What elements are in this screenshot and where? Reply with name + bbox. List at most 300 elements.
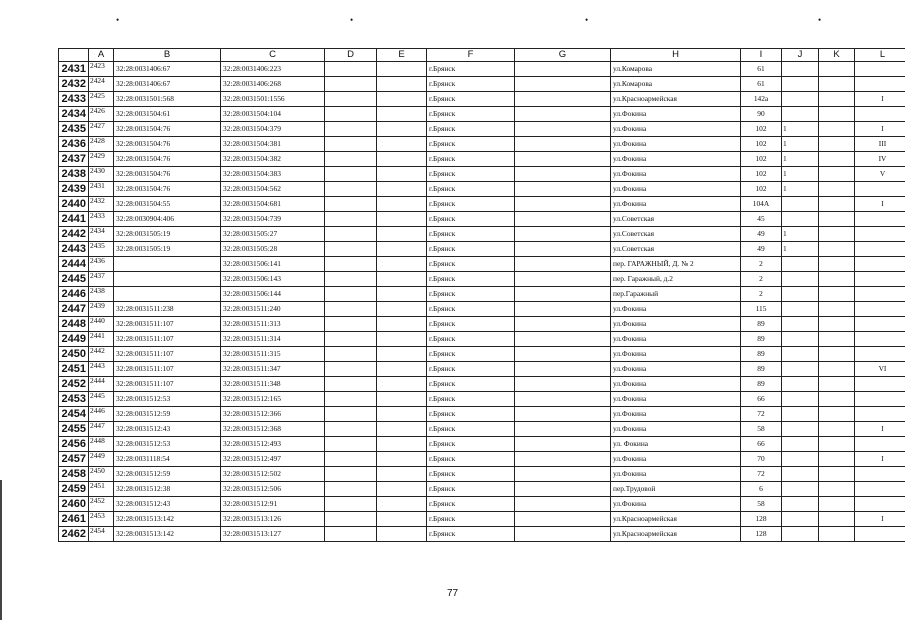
cell-b[interactable]: 32:28:0031511:107: [114, 332, 221, 347]
cell-k[interactable]: [819, 392, 855, 407]
cell-c[interactable]: 32:28:0031511:348: [221, 377, 325, 392]
cell-b[interactable]: 32:28:0031504:76: [114, 182, 221, 197]
cell-d[interactable]: [325, 377, 377, 392]
cell-g[interactable]: [515, 347, 611, 362]
cell-g[interactable]: [515, 317, 611, 332]
column-header[interactable]: B: [114, 49, 221, 62]
cell-k[interactable]: [819, 92, 855, 107]
cell-c[interactable]: 32:28:0031504:383: [221, 167, 325, 182]
cell-k[interactable]: [819, 137, 855, 152]
row-number[interactable]: 2462: [59, 527, 89, 542]
cell-e[interactable]: [377, 362, 427, 377]
cell-c[interactable]: 32:28:0031511:347: [221, 362, 325, 377]
cell-b[interactable]: [114, 257, 221, 272]
cell-c[interactable]: 32:28:0031504:681: [221, 197, 325, 212]
cell-k[interactable]: [819, 107, 855, 122]
cell-k[interactable]: [819, 302, 855, 317]
cell-i[interactable]: 61: [741, 77, 782, 92]
cell-h[interactable]: ул.Фокина: [611, 137, 741, 152]
row-number[interactable]: 2458: [59, 467, 89, 482]
cell-i[interactable]: 102: [741, 182, 782, 197]
cell-k[interactable]: [819, 227, 855, 242]
cell-j[interactable]: [782, 257, 819, 272]
cell-l[interactable]: I: [855, 422, 905, 437]
cell-j[interactable]: [782, 92, 819, 107]
cell-f[interactable]: г.Брянск: [427, 122, 515, 137]
cell-i[interactable]: 58: [741, 497, 782, 512]
cell-h[interactable]: ул.Фокина: [611, 407, 741, 422]
cell-d[interactable]: [325, 287, 377, 302]
cell-d[interactable]: [325, 467, 377, 482]
cell-b[interactable]: 32:28:0031512:59: [114, 467, 221, 482]
cell-f[interactable]: г.Брянск: [427, 77, 515, 92]
cell-i[interactable]: 90: [741, 107, 782, 122]
cell-l[interactable]: [855, 437, 905, 452]
cell-i[interactable]: 2: [741, 272, 782, 287]
column-header[interactable]: K: [819, 49, 855, 62]
cell-g[interactable]: [515, 467, 611, 482]
cell-f[interactable]: г.Брянск: [427, 407, 515, 422]
cell-j[interactable]: [782, 377, 819, 392]
cell-i[interactable]: 102: [741, 122, 782, 137]
cell-h[interactable]: ул.Фокина: [611, 497, 741, 512]
cell-d[interactable]: [325, 122, 377, 137]
row-number[interactable]: 2441: [59, 212, 89, 227]
cell-f[interactable]: г.Брянск: [427, 437, 515, 452]
cell-l[interactable]: IV: [855, 152, 905, 167]
cell-g[interactable]: [515, 497, 611, 512]
cell-i[interactable]: 2: [741, 287, 782, 302]
cell-a[interactable]: 2442: [89, 347, 114, 362]
cell-h[interactable]: ул.Фокина: [611, 347, 741, 362]
cell-k[interactable]: [819, 422, 855, 437]
cell-d[interactable]: [325, 92, 377, 107]
cell-f[interactable]: г.Брянск: [427, 422, 515, 437]
cell-k[interactable]: [819, 437, 855, 452]
cell-e[interactable]: [377, 317, 427, 332]
cell-a[interactable]: 2423: [89, 62, 114, 77]
cell-j[interactable]: [782, 467, 819, 482]
cell-h[interactable]: ул.Красноармейская: [611, 92, 741, 107]
cell-h[interactable]: ул.Советская: [611, 227, 741, 242]
cell-j[interactable]: 1: [782, 182, 819, 197]
cell-j[interactable]: [782, 62, 819, 77]
cell-i[interactable]: 102: [741, 152, 782, 167]
cell-j[interactable]: [782, 392, 819, 407]
cell-l[interactable]: [855, 182, 905, 197]
cell-i[interactable]: 102: [741, 137, 782, 152]
cell-d[interactable]: [325, 317, 377, 332]
cell-h[interactable]: ул.Комарова: [611, 77, 741, 92]
cell-l[interactable]: [855, 317, 905, 332]
cell-d[interactable]: [325, 257, 377, 272]
cell-d[interactable]: [325, 182, 377, 197]
cell-f[interactable]: г.Брянск: [427, 92, 515, 107]
cell-l[interactable]: I: [855, 512, 905, 527]
cell-g[interactable]: [515, 437, 611, 452]
cell-a[interactable]: 2434: [89, 227, 114, 242]
cell-c[interactable]: 32:28:0031511:314: [221, 332, 325, 347]
cell-e[interactable]: [377, 527, 427, 542]
row-number[interactable]: 2451: [59, 362, 89, 377]
cell-j[interactable]: [782, 422, 819, 437]
cell-e[interactable]: [377, 407, 427, 422]
cell-f[interactable]: г.Брянск: [427, 272, 515, 287]
cell-j[interactable]: [782, 77, 819, 92]
cell-g[interactable]: [515, 107, 611, 122]
cell-i[interactable]: 142а: [741, 92, 782, 107]
cell-k[interactable]: [819, 497, 855, 512]
row-number[interactable]: 2439: [59, 182, 89, 197]
cell-j[interactable]: [782, 287, 819, 302]
cell-h[interactable]: ул.Фокина: [611, 392, 741, 407]
cell-l[interactable]: I: [855, 197, 905, 212]
cell-k[interactable]: [819, 452, 855, 467]
row-number[interactable]: 2437: [59, 152, 89, 167]
cell-c[interactable]: 32:28:0031512:502: [221, 467, 325, 482]
cell-b[interactable]: 32:28:0031505:19: [114, 227, 221, 242]
cell-a[interactable]: 2437: [89, 272, 114, 287]
cell-k[interactable]: [819, 122, 855, 137]
cell-h[interactable]: ул. Фокина: [611, 437, 741, 452]
cell-c[interactable]: 32:28:0031512:366: [221, 407, 325, 422]
cell-c[interactable]: 32:28:0031504:379: [221, 122, 325, 137]
row-number[interactable]: 2440: [59, 197, 89, 212]
cell-e[interactable]: [377, 152, 427, 167]
cell-g[interactable]: [515, 92, 611, 107]
cell-l[interactable]: [855, 212, 905, 227]
cell-g[interactable]: [515, 272, 611, 287]
cell-e[interactable]: [377, 512, 427, 527]
cell-c[interactable]: 32:28:0031511:240: [221, 302, 325, 317]
cell-l[interactable]: [855, 227, 905, 242]
cell-l[interactable]: [855, 62, 905, 77]
cell-i[interactable]: 66: [741, 437, 782, 452]
cell-i[interactable]: 128: [741, 512, 782, 527]
cell-c[interactable]: 32:28:0031513:126: [221, 512, 325, 527]
cell-a[interactable]: 2439: [89, 302, 114, 317]
cell-b[interactable]: 32:28:0031512:38: [114, 482, 221, 497]
cell-b[interactable]: 32:28:0031501:568: [114, 92, 221, 107]
column-header[interactable]: H: [611, 49, 741, 62]
cell-c[interactable]: 32:28:0031406:223: [221, 62, 325, 77]
cell-i[interactable]: 89: [741, 377, 782, 392]
row-number[interactable]: 2442: [59, 227, 89, 242]
cell-l[interactable]: III: [855, 137, 905, 152]
cell-a[interactable]: 2448: [89, 437, 114, 452]
cell-e[interactable]: [377, 227, 427, 242]
cell-f[interactable]: г.Брянск: [427, 62, 515, 77]
cell-l[interactable]: [855, 377, 905, 392]
cell-l[interactable]: [855, 482, 905, 497]
cell-k[interactable]: [819, 527, 855, 542]
cell-e[interactable]: [377, 467, 427, 482]
cell-g[interactable]: [515, 527, 611, 542]
cell-l[interactable]: [855, 527, 905, 542]
cell-f[interactable]: г.Брянск: [427, 212, 515, 227]
cell-j[interactable]: [782, 107, 819, 122]
cell-h[interactable]: пер. Гаражный, д.2: [611, 272, 741, 287]
cell-h[interactable]: ул.Фокина: [611, 377, 741, 392]
cell-a[interactable]: 2438: [89, 287, 114, 302]
row-number[interactable]: 2438: [59, 167, 89, 182]
cell-k[interactable]: [819, 152, 855, 167]
row-number[interactable]: 2456: [59, 437, 89, 452]
cell-d[interactable]: [325, 77, 377, 92]
cell-d[interactable]: [325, 452, 377, 467]
cell-i[interactable]: 49: [741, 242, 782, 257]
cell-g[interactable]: [515, 482, 611, 497]
cell-g[interactable]: [515, 302, 611, 317]
cell-b[interactable]: 32:28:0031513:142: [114, 527, 221, 542]
row-number[interactable]: 2454: [59, 407, 89, 422]
row-number[interactable]: 2435: [59, 122, 89, 137]
row-number[interactable]: 2445: [59, 272, 89, 287]
cell-b[interactable]: 32:28:0031504:76: [114, 137, 221, 152]
cell-f[interactable]: г.Брянск: [427, 467, 515, 482]
cell-l[interactable]: [855, 467, 905, 482]
cell-l[interactable]: [855, 407, 905, 422]
cell-b[interactable]: 32:28:0031511:107: [114, 347, 221, 362]
cell-d[interactable]: [325, 437, 377, 452]
cell-d[interactable]: [325, 107, 377, 122]
cell-a[interactable]: 2430: [89, 167, 114, 182]
cell-h[interactable]: ул.Красноармейская: [611, 527, 741, 542]
cell-g[interactable]: [515, 452, 611, 467]
cell-k[interactable]: [819, 77, 855, 92]
cell-i[interactable]: 2: [741, 257, 782, 272]
cell-g[interactable]: [515, 197, 611, 212]
cell-d[interactable]: [325, 227, 377, 242]
cell-i[interactable]: 72: [741, 407, 782, 422]
cell-i[interactable]: 89: [741, 362, 782, 377]
cell-a[interactable]: 2450: [89, 467, 114, 482]
cell-f[interactable]: г.Брянск: [427, 197, 515, 212]
cell-k[interactable]: [819, 167, 855, 182]
cell-g[interactable]: [515, 407, 611, 422]
row-number[interactable]: 2434: [59, 107, 89, 122]
cell-e[interactable]: [377, 452, 427, 467]
cell-c[interactable]: 32:28:0031506:143: [221, 272, 325, 287]
cell-d[interactable]: [325, 152, 377, 167]
cell-g[interactable]: [515, 167, 611, 182]
cell-a[interactable]: 2433: [89, 212, 114, 227]
cell-e[interactable]: [377, 77, 427, 92]
cell-b[interactable]: 32:28:0031505:19: [114, 242, 221, 257]
cell-g[interactable]: [515, 62, 611, 77]
cell-g[interactable]: [515, 227, 611, 242]
cell-j[interactable]: [782, 482, 819, 497]
cell-l[interactable]: [855, 77, 905, 92]
cell-a[interactable]: 2427: [89, 122, 114, 137]
cell-k[interactable]: [819, 287, 855, 302]
cell-j[interactable]: [782, 347, 819, 362]
cell-g[interactable]: [515, 422, 611, 437]
cell-d[interactable]: [325, 422, 377, 437]
cell-f[interactable]: г.Брянск: [427, 452, 515, 467]
cell-a[interactable]: 2443: [89, 362, 114, 377]
cell-d[interactable]: [325, 332, 377, 347]
cell-k[interactable]: [819, 512, 855, 527]
cell-e[interactable]: [377, 257, 427, 272]
cell-b[interactable]: 32:28:0031504:76: [114, 152, 221, 167]
cell-b[interactable]: 32:28:0031504:76: [114, 167, 221, 182]
cell-b[interactable]: 32:28:0031512:53: [114, 392, 221, 407]
cell-d[interactable]: [325, 167, 377, 182]
cell-k[interactable]: [819, 212, 855, 227]
cell-f[interactable]: г.Брянск: [427, 167, 515, 182]
cell-j[interactable]: [782, 302, 819, 317]
cell-a[interactable]: 2425: [89, 92, 114, 107]
cell-k[interactable]: [819, 347, 855, 362]
cell-b[interactable]: 32:28:0031504:55: [114, 197, 221, 212]
cell-k[interactable]: [819, 62, 855, 77]
cell-k[interactable]: [819, 332, 855, 347]
cell-a[interactable]: 2431: [89, 182, 114, 197]
cell-j[interactable]: 1: [782, 122, 819, 137]
row-number[interactable]: 2455: [59, 422, 89, 437]
cell-f[interactable]: г.Брянск: [427, 257, 515, 272]
column-header[interactable]: L: [855, 49, 905, 62]
cell-a[interactable]: 2454: [89, 527, 114, 542]
cell-i[interactable]: 89: [741, 317, 782, 332]
cell-f[interactable]: г.Брянск: [427, 377, 515, 392]
cell-l[interactable]: [855, 242, 905, 257]
cell-h[interactable]: ул.Фокина: [611, 317, 741, 332]
cell-g[interactable]: [515, 332, 611, 347]
row-number[interactable]: 2446: [59, 287, 89, 302]
cell-c[interactable]: 32:28:0031504:104: [221, 107, 325, 122]
cell-b[interactable]: 32:28:0031406:67: [114, 77, 221, 92]
cell-a[interactable]: 2429: [89, 152, 114, 167]
cell-i[interactable]: 72: [741, 467, 782, 482]
cell-d[interactable]: [325, 347, 377, 362]
cell-i[interactable]: 66: [741, 392, 782, 407]
cell-a[interactable]: 2451: [89, 482, 114, 497]
row-number[interactable]: 2461: [59, 512, 89, 527]
cell-l[interactable]: [855, 392, 905, 407]
cell-l[interactable]: V: [855, 167, 905, 182]
cell-d[interactable]: [325, 527, 377, 542]
cell-k[interactable]: [819, 482, 855, 497]
cell-c[interactable]: 32:28:0031504:381: [221, 137, 325, 152]
cell-e[interactable]: [377, 302, 427, 317]
cell-j[interactable]: [782, 497, 819, 512]
cell-d[interactable]: [325, 407, 377, 422]
cell-e[interactable]: [377, 107, 427, 122]
cell-c[interactable]: 32:28:0031501:1556: [221, 92, 325, 107]
cell-h[interactable]: ул.Красноармейская: [611, 512, 741, 527]
cell-a[interactable]: 2452: [89, 497, 114, 512]
cell-l[interactable]: [855, 302, 905, 317]
cell-i[interactable]: 128: [741, 527, 782, 542]
cell-k[interactable]: [819, 272, 855, 287]
cell-k[interactable]: [819, 257, 855, 272]
cell-e[interactable]: [377, 272, 427, 287]
cell-f[interactable]: г.Брянск: [427, 512, 515, 527]
cell-g[interactable]: [515, 377, 611, 392]
cell-g[interactable]: [515, 77, 611, 92]
cell-c[interactable]: 32:28:0031512:165: [221, 392, 325, 407]
cell-b[interactable]: 32:28:0030904:406: [114, 212, 221, 227]
cell-j[interactable]: 1: [782, 137, 819, 152]
cell-i[interactable]: 89: [741, 332, 782, 347]
column-header[interactable]: C: [221, 49, 325, 62]
cell-i[interactable]: 45: [741, 212, 782, 227]
cell-l[interactable]: [855, 497, 905, 512]
cell-j[interactable]: [782, 197, 819, 212]
cell-h[interactable]: ул.Фокина: [611, 332, 741, 347]
cell-a[interactable]: 2447: [89, 422, 114, 437]
cell-l[interactable]: [855, 272, 905, 287]
cell-c[interactable]: 32:28:0031512:497: [221, 452, 325, 467]
cell-h[interactable]: ул.Фокина: [611, 167, 741, 182]
cell-l[interactable]: [855, 257, 905, 272]
cell-j[interactable]: [782, 437, 819, 452]
row-number[interactable]: 2431: [59, 62, 89, 77]
cell-a[interactable]: 2449: [89, 452, 114, 467]
cell-j[interactable]: [782, 362, 819, 377]
cell-e[interactable]: [377, 122, 427, 137]
cell-h[interactable]: пер.Трудовой: [611, 482, 741, 497]
cell-b[interactable]: 32:28:0031511:238: [114, 302, 221, 317]
row-number[interactable]: 2450: [59, 347, 89, 362]
cell-b[interactable]: 32:28:0031504:76: [114, 122, 221, 137]
cell-b[interactable]: 32:28:0031406:67: [114, 62, 221, 77]
cell-d[interactable]: [325, 137, 377, 152]
cell-h[interactable]: ул.Фокина: [611, 362, 741, 377]
cell-l[interactable]: [855, 107, 905, 122]
cell-c[interactable]: 32:28:0031506:141: [221, 257, 325, 272]
cell-a[interactable]: 2445: [89, 392, 114, 407]
cell-e[interactable]: [377, 437, 427, 452]
cell-l[interactable]: I: [855, 122, 905, 137]
cell-g[interactable]: [515, 512, 611, 527]
cell-e[interactable]: [377, 497, 427, 512]
cell-j[interactable]: [782, 527, 819, 542]
column-header[interactable]: A: [89, 49, 114, 62]
cell-c[interactable]: 32:28:0031511:313: [221, 317, 325, 332]
column-header[interactable]: G: [515, 49, 611, 62]
cell-c[interactable]: 32:28:0031513:127: [221, 527, 325, 542]
cell-c[interactable]: 32:28:0031512:91: [221, 497, 325, 512]
cell-b[interactable]: 32:28:0031512:59: [114, 407, 221, 422]
cell-e[interactable]: [377, 422, 427, 437]
cell-j[interactable]: 1: [782, 152, 819, 167]
cell-j[interactable]: 1: [782, 167, 819, 182]
cell-h[interactable]: ул.Фокина: [611, 107, 741, 122]
cell-a[interactable]: 2441: [89, 332, 114, 347]
cell-g[interactable]: [515, 122, 611, 137]
cell-j[interactable]: [782, 452, 819, 467]
cell-g[interactable]: [515, 212, 611, 227]
cell-f[interactable]: г.Брянск: [427, 302, 515, 317]
cell-h[interactable]: ул.Фокина: [611, 152, 741, 167]
cell-i[interactable]: 49: [741, 227, 782, 242]
row-number[interactable]: 2448: [59, 317, 89, 332]
cell-d[interactable]: [325, 242, 377, 257]
column-header[interactable]: E: [377, 49, 427, 62]
cell-l[interactable]: I: [855, 92, 905, 107]
cell-e[interactable]: [377, 332, 427, 347]
cell-h[interactable]: ул.Комарова: [611, 62, 741, 77]
cell-i[interactable]: 70: [741, 452, 782, 467]
cell-i[interactable]: 89: [741, 347, 782, 362]
cell-e[interactable]: [377, 482, 427, 497]
cell-e[interactable]: [377, 182, 427, 197]
cell-l[interactable]: [855, 332, 905, 347]
cell-a[interactable]: 2436: [89, 257, 114, 272]
